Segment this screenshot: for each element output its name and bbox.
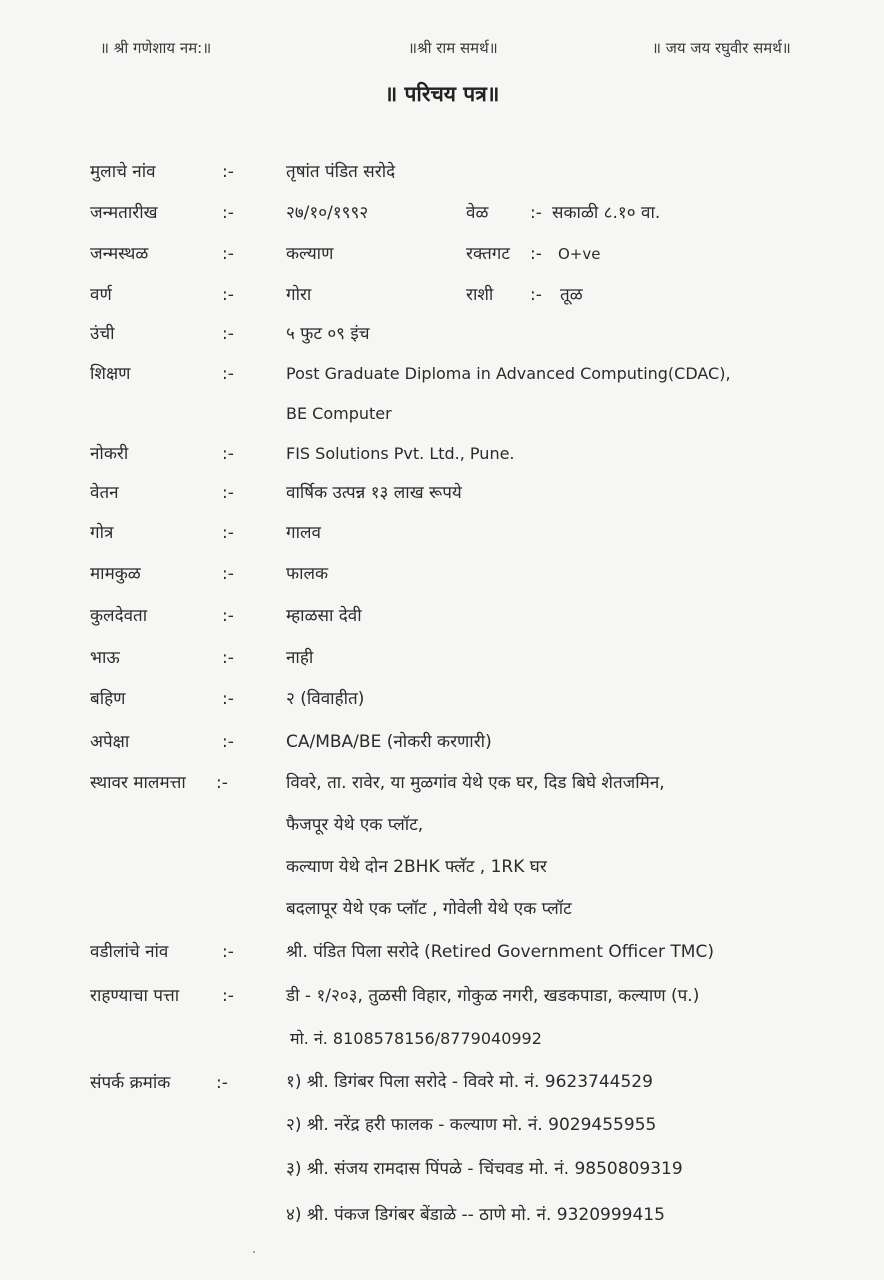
field-row-salary bbox=[0, 481, 884, 511]
field-separator: :- bbox=[222, 203, 234, 223]
field-separator: :- bbox=[222, 523, 234, 543]
field-row-height bbox=[0, 322, 884, 352]
field-separator: :- bbox=[222, 986, 234, 1006]
field-row-dob bbox=[0, 201, 884, 231]
header-left-blessing: ॥ श्री गणेशाय नम:॥ bbox=[100, 39, 212, 57]
field-row-property bbox=[0, 771, 884, 801]
field-sub-value: तूळ bbox=[560, 285, 583, 305]
field-label: स्थावर मालमत्ता bbox=[90, 773, 186, 793]
header-blessings bbox=[0, 38, 884, 62]
field-value: म्हाळसा देवी bbox=[286, 606, 362, 626]
field-label: नोकरी bbox=[90, 444, 129, 464]
field-label: संपर्क क्रमांक bbox=[90, 1073, 171, 1093]
field-row-brother bbox=[0, 646, 884, 676]
field-separator: :- bbox=[530, 244, 542, 264]
field-separator: :- bbox=[222, 444, 234, 464]
field-value-continuation: BE Computer bbox=[286, 404, 392, 423]
field-value: श्री. पंडित पिला सरोदे (Retired Government Officer TMC) bbox=[286, 942, 714, 962]
field-row-gotra bbox=[0, 521, 884, 551]
field-separator: :- bbox=[222, 564, 234, 584]
field-separator: :- bbox=[222, 648, 234, 668]
paper-speck bbox=[253, 1251, 255, 1253]
field-row-father bbox=[0, 940, 884, 970]
field-row-address bbox=[0, 984, 884, 1014]
field-label: मुलाचे नांव bbox=[90, 162, 156, 182]
field-value: CA/MBA/BE (नोकरी करणारी) bbox=[286, 732, 492, 752]
field-separator: :- bbox=[222, 689, 234, 709]
field-row-job bbox=[0, 442, 884, 472]
field-value: ५ फुट ०९ इंच bbox=[286, 324, 370, 344]
field-value-continuation: बदलापूर येथे एक प्लॉट , गोवेली येथे एक प्लॉट bbox=[286, 899, 572, 919]
field-sub-label: रक्तगट bbox=[466, 244, 510, 264]
field-value: कल्याण bbox=[286, 244, 334, 264]
field-sub-value: सकाळी ८.१० वा. bbox=[552, 203, 661, 223]
field-label: कुलदेवता bbox=[90, 606, 148, 626]
field-sub-label: वेळ bbox=[466, 203, 489, 223]
document-title: ॥ परिचय पत्र॥ bbox=[384, 82, 500, 106]
field-sub-value: O+ve bbox=[558, 245, 601, 263]
field-row-expectation bbox=[0, 730, 884, 760]
contact-item: ३) श्री. संजय रामदास पिंपळे - चिंचवड मो. नं. 9850809319 bbox=[286, 1159, 683, 1179]
contact-item: २) श्री. नरेंद्र हरी फालक - कल्याण मो. नं. 9029455955 bbox=[286, 1115, 657, 1135]
field-label: राहण्याचा पत्ता bbox=[90, 986, 180, 1006]
field-value: फालक bbox=[286, 564, 329, 584]
field-separator: :- bbox=[222, 606, 234, 626]
field-value: नाही bbox=[286, 648, 314, 668]
field-label: वर्ण bbox=[90, 285, 112, 305]
field-row-birthplace bbox=[0, 242, 884, 272]
field-sub-label: राशी bbox=[466, 285, 494, 305]
field-value: डी - १/२०३, तुळसी विहार, गोकुळ नगरी, खडकपाडा, कल्याण (प.) bbox=[286, 986, 700, 1006]
field-value: वार्षिक उत्पन्न १३ लाख रूपये bbox=[286, 483, 462, 503]
field-label: गोत्र bbox=[90, 523, 114, 543]
field-row-education bbox=[0, 362, 884, 392]
field-value: विवरे, ता. रावेर, या मुळगांव येथे एक घर, दिड बिघे शेतजमिन, bbox=[286, 773, 665, 793]
contact-item: १) श्री. डिगंबर पिला सरोदे - विवरे मो. नं. 9623744529 bbox=[286, 1072, 653, 1092]
field-value: गोरा bbox=[286, 285, 312, 305]
field-row-mamkul bbox=[0, 562, 884, 592]
header-center-blessing: ॥श्री राम समर्थ॥ bbox=[408, 39, 498, 57]
field-value: २ (विवाहीत) bbox=[286, 689, 365, 709]
field-separator: :- bbox=[222, 942, 234, 962]
field-value: २७/१०/१९९२ bbox=[286, 203, 369, 223]
field-separator: :- bbox=[530, 285, 542, 305]
field-value: FIS Solutions Pvt. Ltd., Pune. bbox=[286, 444, 515, 463]
field-row-name bbox=[0, 160, 884, 190]
field-value: गालव bbox=[286, 523, 321, 543]
contact-item: ४) श्री. पंकज डिगंबर बेंडाळे -- ठाणे मो. नं. 9320999415 bbox=[286, 1205, 665, 1225]
field-value-continuation: फैजपूर येथे एक प्लॉट, bbox=[286, 815, 424, 835]
header-right-blessing: ॥ जय जय रघुवीर समर्थ॥ bbox=[652, 39, 791, 57]
field-label: वेतन bbox=[90, 483, 119, 503]
field-separator: :- bbox=[222, 285, 234, 305]
field-label: अपेक्षा bbox=[90, 732, 130, 752]
field-value: तृषांत पंडित सरोदे bbox=[286, 162, 396, 182]
field-separator: :- bbox=[222, 364, 234, 384]
field-label: शिक्षण bbox=[90, 364, 131, 384]
field-separator: :- bbox=[222, 732, 234, 752]
field-label: मामकुळ bbox=[90, 564, 141, 584]
field-label: जन्मतारीख bbox=[90, 203, 158, 223]
field-separator: :- bbox=[222, 162, 234, 182]
field-label: वडीलांचे नांव bbox=[90, 942, 169, 962]
field-separator: :- bbox=[530, 203, 542, 223]
field-label: बहिण bbox=[90, 689, 126, 709]
address-phone: मो. नं. 8108578156/8779040992 bbox=[290, 1029, 542, 1048]
field-row-complexion bbox=[0, 283, 884, 313]
field-separator: :- bbox=[216, 1073, 228, 1093]
field-row-sister bbox=[0, 687, 884, 717]
field-value: Post Graduate Diploma in Advanced Computing(CDAC), bbox=[286, 364, 731, 383]
field-separator: :- bbox=[222, 324, 234, 344]
field-separator: :- bbox=[222, 483, 234, 503]
field-row-kuldevata bbox=[0, 604, 884, 634]
field-label: भाऊ bbox=[90, 648, 120, 668]
field-label: जन्मस्थळ bbox=[90, 244, 149, 264]
field-separator: :- bbox=[216, 773, 228, 793]
field-value-continuation: कल्याण येथे दोन 2BHK फ्लॅट , 1RK घर bbox=[286, 857, 547, 877]
field-label: उंची bbox=[90, 324, 115, 344]
field-separator: :- bbox=[222, 244, 234, 264]
